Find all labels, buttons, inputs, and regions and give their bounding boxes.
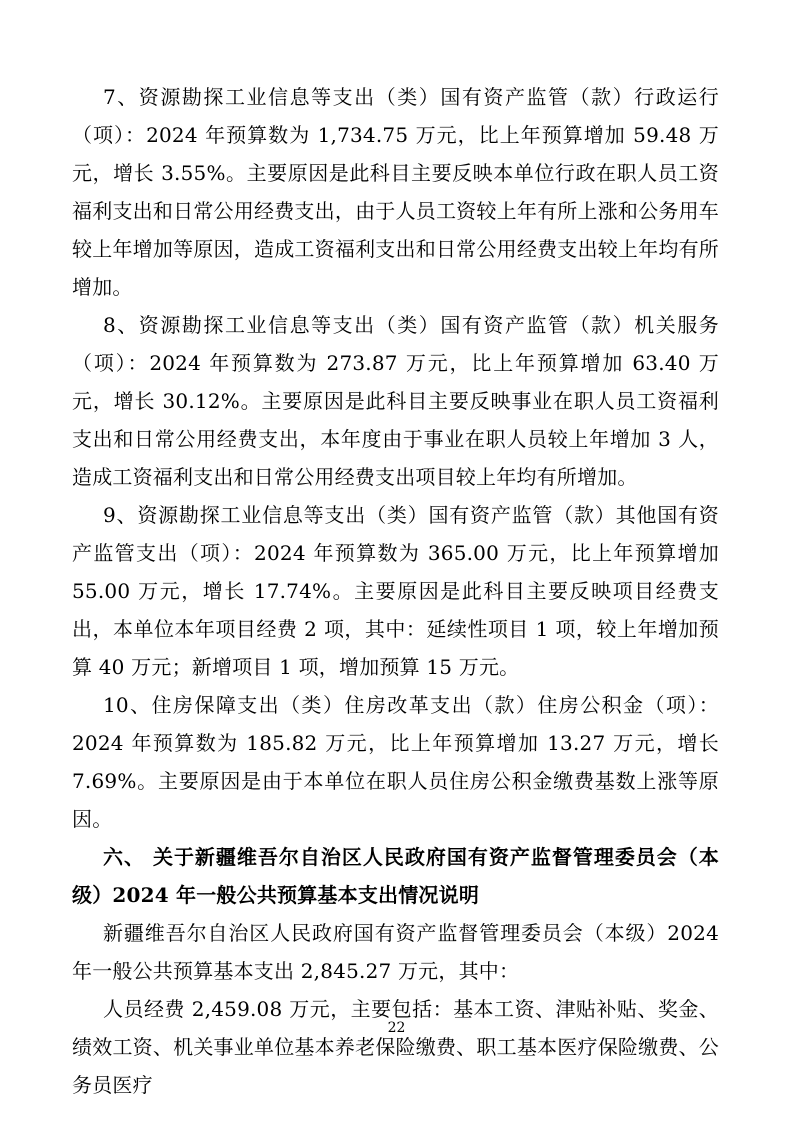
section-6-heading: 六、 关于新疆维吾尔自治区人民政府国有资产监督管理委员会（本级）2024 年一般公共预算基本支出情况说明 [72,845,719,907]
paragraph-item-10: 10、住房保障支出（类）住房改革支出（款）住房公积金（项）：2024 年预算数为 185.82 万元，比上年预算增加 13.27 万元，增长 7.69%。主要原因是由于本单位在职人员住房公积金缴费基数上涨等原因。 [72,693,719,831]
personnel-expense-paragraph: 人员经费 2,459.08 万元，主要包括：基本工资、津贴补贴、奖金、绩效工资、机关事业单位基本养老保险缴费、职工基本医疗保险缴费、公务员医疗 [72,997,719,1097]
paragraph-item-8: 8、资源勘探工业信息等支出（类）国有资产监管（款）机关服务（项）：2024 年预算数为 273.87 万元，比上年预算增加 63.40 万元，增长 30.12%。主要原因是此科目主要反映事业在职人员工资福利支出和日常公用经费支出，本年度由于事业在职人员较上年增加 3 人，造成工资福利支出和日常公用经费支出项目较上年均有所增加。 [72,313,719,489]
paragraph-item-7: 7、资源勘探工业信息等支出（类）国有资产监管（款）行政运行（项）：2024 年预算数为 1,734.75 万元，比上年预算增加 59.48 万元，增长 3.55%。主要原因是此科目主要反映本单位行政在职人员工资福利支出和日常公用经费支出，由于人员工资较上年有所上涨和公务用车较上年增加等原因，造成工资福利支出和日常公用经费支出较上年均有所增加。 [72,85,719,299]
section-6-intro-paragraph: 新疆维吾尔自治区人民政府国有资产监督管理委员会（本级）2024 年一般公共预算基本支出 2,845.27 万元，其中： [72,921,719,983]
page-number: 22 [387,1020,406,1036]
paragraph-item-9: 9、资源勘探工业信息等支出（类）国有资产监管（款）其他国有资产监管支出（项）：2024 年预算数为 365.00 万元，比上年预算增加 55.00 万元，增长 17.74%。主要原因是此科目主要反映项目经费支出，本单位本年项目经费 2 项，其中：延续性项目 1 项，较上年增加预算 40 万元；新增项目 1 项，增加预算 15 万元。 [72,503,719,679]
document-body [72,78,719,1104]
